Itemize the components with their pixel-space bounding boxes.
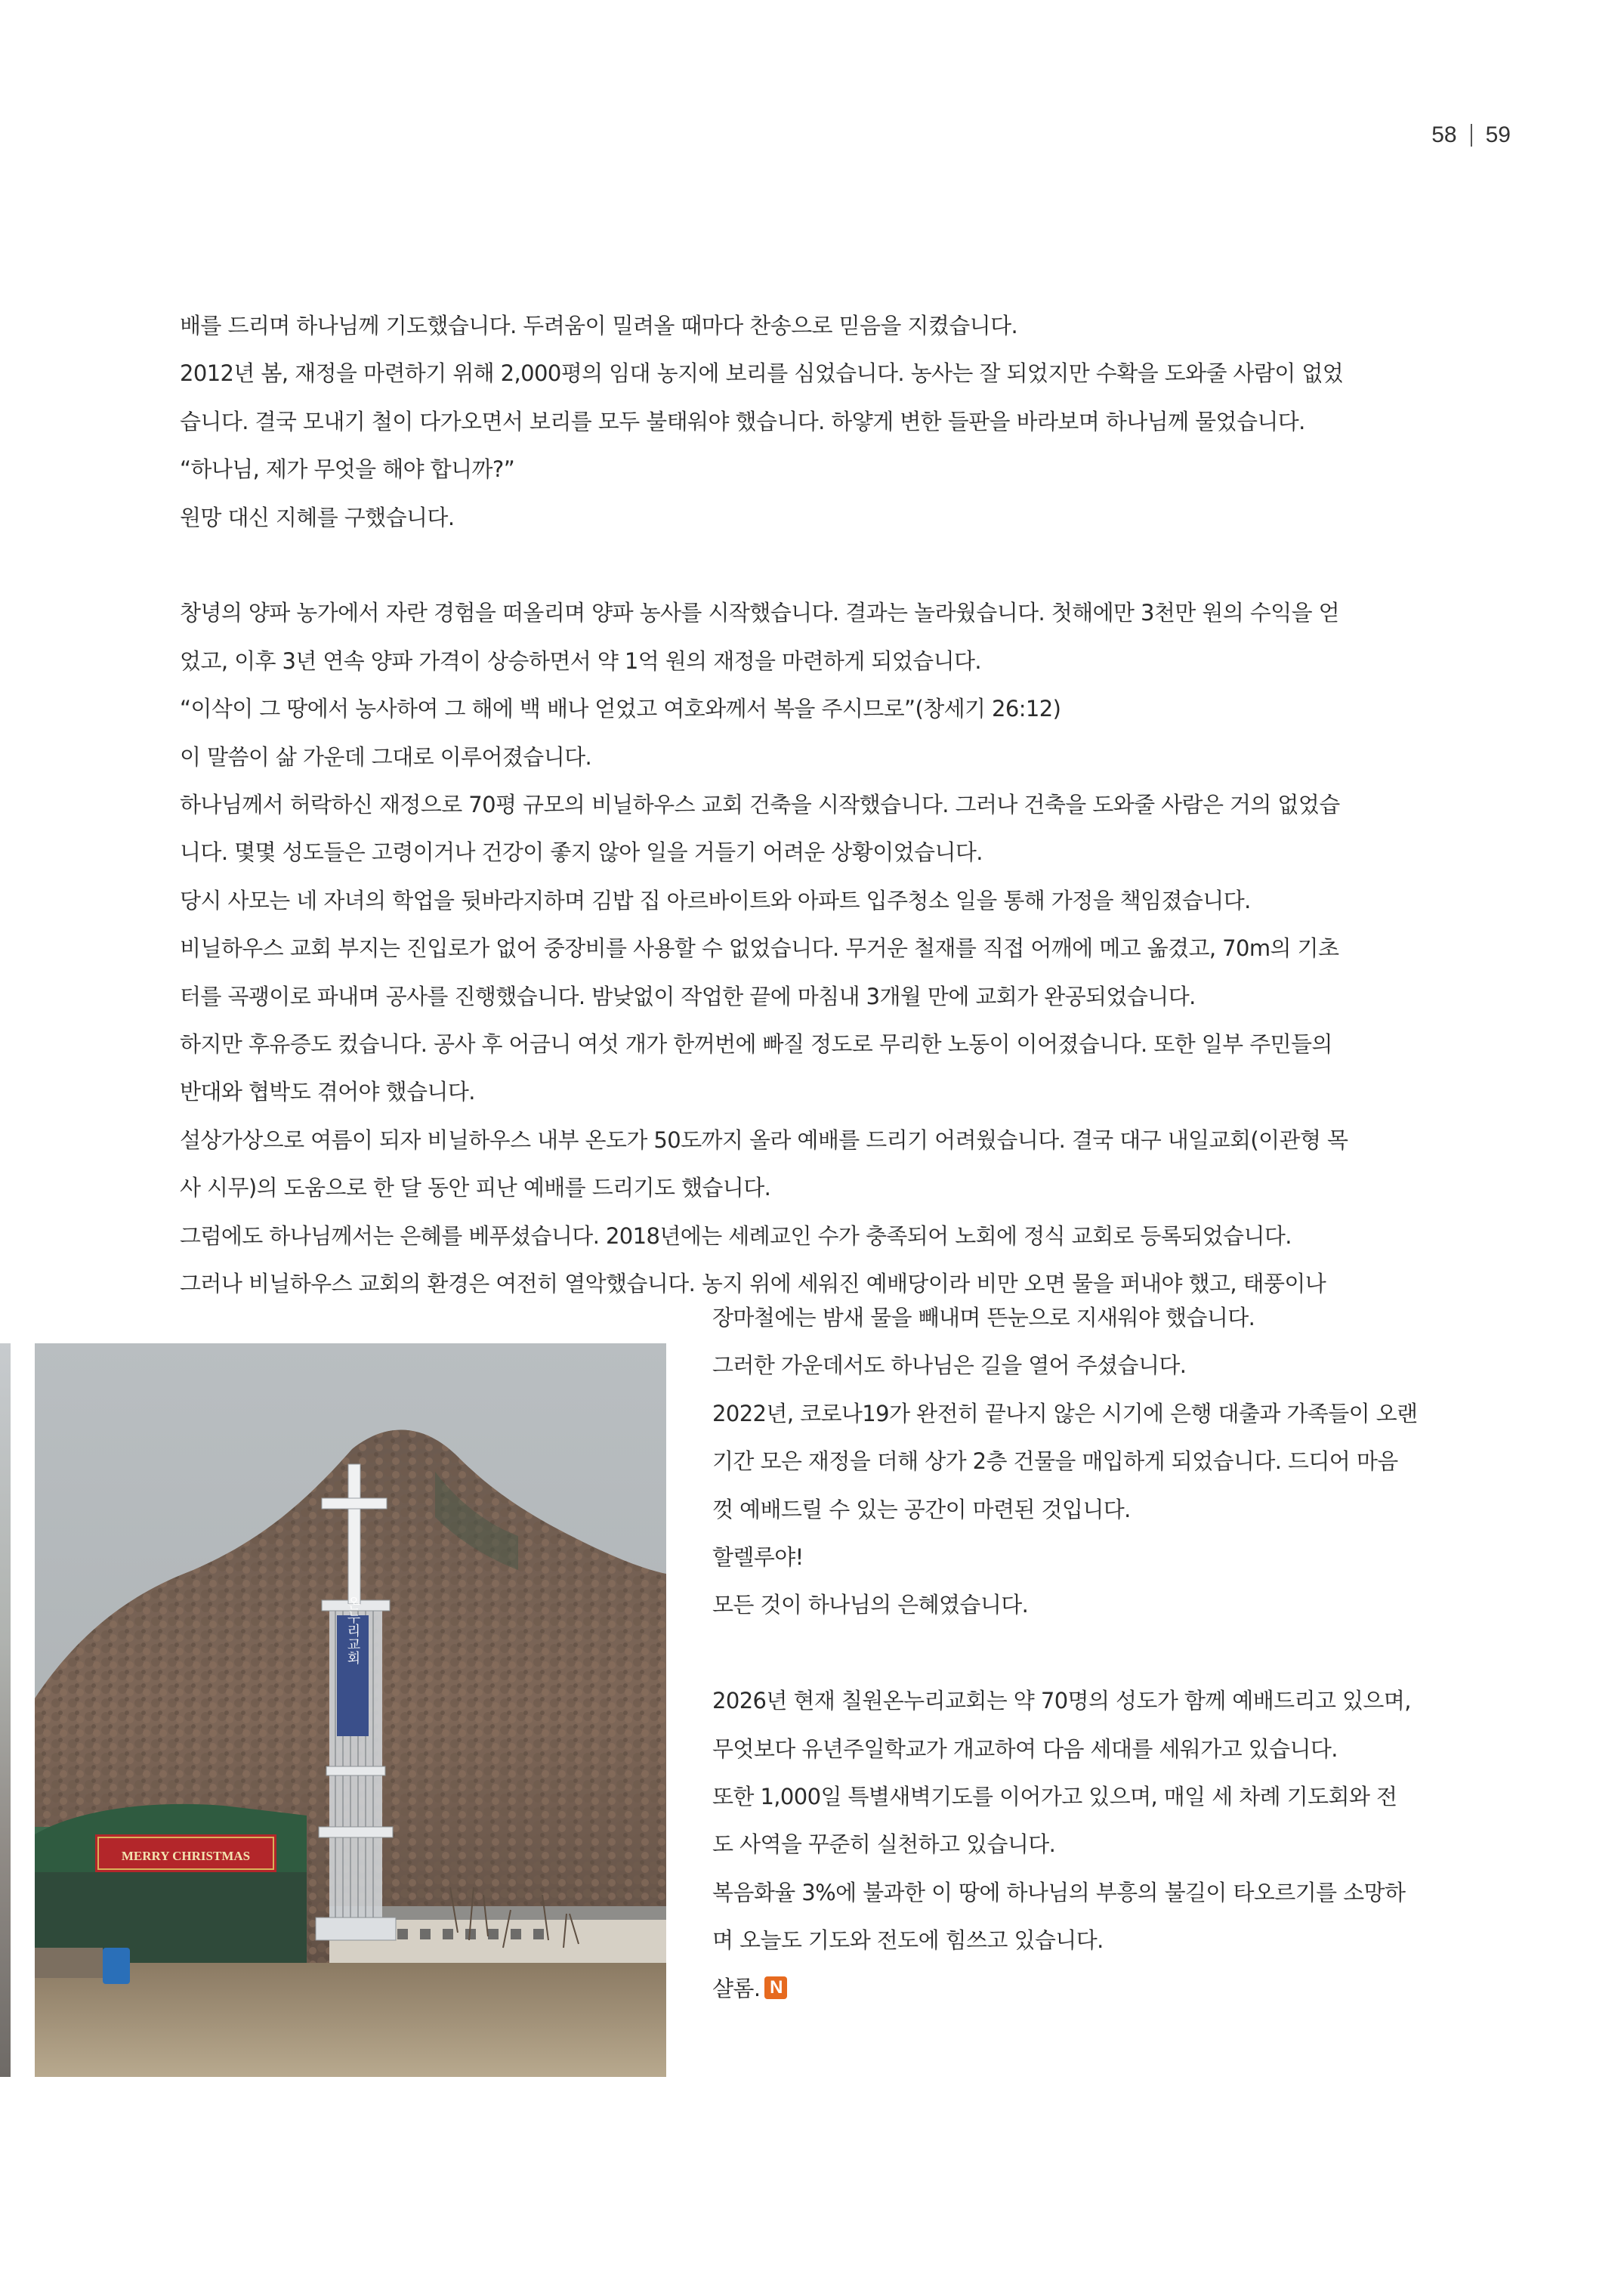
body-line: 습니다. 결국 모내기 철이 다가오면서 보리를 모두 불태워야 했습니다. 하얗게 변한 들판을 바라보며 하나님께 물었습니다. bbox=[180, 408, 1305, 434]
body-line: 사 시무)의 도움으로 한 달 동안 피난 예배를 드리기도 했습니다. bbox=[180, 1175, 771, 1201]
body-line: 2026년 현재 칠원온누리교회는 약 70명의 성도가 함께 예배드리고 있으며, bbox=[712, 1688, 1411, 1714]
body-line: 하나님께서 허락하신 재정으로 70평 규모의 비닐하우스 교회 건축을 시작했습니다. 그러나 건축을 도와줄 사람은 거의 없었습 bbox=[180, 792, 1340, 818]
adjacent-photo-edge bbox=[0, 1343, 11, 2077]
closing-text: 샬롬. bbox=[712, 1975, 761, 2001]
body-line: 니다. 몇몇 성도들은 고령이거나 건강이 좋지 않아 일을 거들기 어려운 상황이었습니다. bbox=[180, 839, 983, 866]
right-page-number: 59 bbox=[1485, 122, 1511, 147]
body-line: 설상가상으로 여름이 되자 비닐하우스 내부 온도가 50도까지 올라 예배를 드리기 어려웠습니다. 결국 대구 내일교회(이관형 목 bbox=[180, 1126, 1348, 1153]
body-line: “이삭이 그 땅에서 농사하여 그 해에 백 배나 얻었고 여호와께서 복을 주시므로”(창세기 26:12) bbox=[180, 696, 1061, 722]
body-line: 원망 대신 지혜를 구했습니다. bbox=[180, 504, 455, 530]
body-line: 2012년 봄, 재정을 마련하기 위해 2,000평의 임대 농지에 보리를 심었습니다. 농사는 잘 되었지만 수확을 도와줄 사람이 없었 bbox=[180, 360, 1344, 387]
church-photo bbox=[35, 1343, 666, 2077]
right-column-text bbox=[712, 1294, 1514, 2013]
body-line: 창녕의 양파 농가에서 자란 경험을 떠올리며 양파 농사를 시작했습니다. 결과는 놀라웠습니다. 첫해에만 3천만 원의 수익을 얻 bbox=[180, 600, 1340, 626]
paragraph-gap bbox=[180, 542, 1509, 589]
body-line: 할렐루야! bbox=[712, 1544, 804, 1571]
body-line: 하지만 후유증도 컸습니다. 공사 후 어금니 여섯 개가 한꺼번에 빠질 정도로 무리한 노동이 이어졌습니다. 또한 일부 주민들의 bbox=[180, 1031, 1332, 1058]
body-line: 며 오늘도 기도와 전도에 힘쓰고 있습니다. bbox=[712, 1927, 1104, 1954]
body-line: 2022년, 코로나19가 완전히 끝나지 않은 시기에 은행 대출과 가족들이 오랜 bbox=[712, 1400, 1418, 1426]
body-line: 복음화율 3%에 불과한 이 땅에 하나님의 부흥의 불길이 타오르기를 소망하 bbox=[712, 1879, 1406, 1905]
body-line: 무엇보다 유년주일학교가 개교하여 다음 세대를 세워가고 있습니다. bbox=[712, 1735, 1338, 1762]
end-mark-icon: N bbox=[764, 1976, 787, 1999]
church-photo-illustration bbox=[35, 1343, 666, 2077]
body-line: 또한 1,000일 특별새벽기도를 이어가고 있으며, 매일 세 차례 기도회와 전 bbox=[712, 1784, 1397, 1810]
body-line: 장마철에는 밤새 물을 빼내며 뜬눈으로 지새워야 했습니다. bbox=[712, 1305, 1255, 1330]
body-line: “하나님, 제가 무엇을 해야 합니까?” bbox=[180, 456, 515, 483]
left-page-number: 58 bbox=[1431, 122, 1457, 147]
article-body bbox=[180, 302, 1509, 1309]
closing-line bbox=[712, 1965, 1514, 2013]
banner-text: MERRY CHRISTMAS bbox=[121, 1849, 251, 1863]
page-numbers bbox=[1431, 122, 1511, 148]
body-line: 그럼에도 하나님께서는 은혜를 베푸셨습니다. 2018년에는 세례교인 수가 충족되어 노회에 정식 교회로 등록되었습니다. bbox=[180, 1222, 1292, 1249]
body-line: 모든 것이 하나님의 은혜였습니다. bbox=[712, 1592, 1029, 1618]
body-line: 그러나 비닐하우스 교회의 환경은 여전히 열악했습니다. 농지 위에 세워진 예배당이라 비만 오면 물을 퍼내야 했고, 태풍이나 bbox=[180, 1271, 1326, 1297]
body-line: 기간 모은 재정을 더해 상가 2층 건물을 매입하게 되었습니다. 드디어 마음 bbox=[712, 1448, 1398, 1475]
paragraph-gap bbox=[712, 1630, 1514, 1677]
body-line: 껏 예배드릴 수 있는 공간이 마련된 것입니다. bbox=[712, 1496, 1131, 1522]
page-number-divider bbox=[1471, 124, 1472, 147]
body-line: 반대와 협박도 겪어야 했습니다. bbox=[180, 1079, 475, 1105]
body-line: 이 말씀이 삶 가운데 그대로 이루어졌습니다. bbox=[180, 743, 592, 770]
body-line: 비닐하우스 교회 부지는 진입로가 없어 중장비를 사용할 수 없었습니다. 무거운 철재를 직접 어깨에 메고 옮겼고, 70m의 기초 bbox=[180, 935, 1339, 962]
body-line: 배를 드리며 하나님께 기도했습니다. 두려움이 밀려올 때마다 찬송으로 믿음을 지켰습니다. bbox=[180, 313, 1018, 338]
body-line: 었고, 이후 3년 연속 양파 가격이 상승하면서 약 1억 원의 재정을 마련하게 되었습니다. bbox=[180, 647, 982, 674]
body-line: 당시 사모는 네 자녀의 학업을 뒷바라지하며 김밥 집 아르바이트와 아파트 입주청소 일을 통해 가정을 책임졌습니다. bbox=[180, 887, 1251, 913]
tower-sign-text: 온누리교회 bbox=[344, 1596, 361, 1664]
body-line: 도 사역을 꾸준히 실천하고 있습니다. bbox=[712, 1831, 1056, 1858]
body-line: 그러한 가운데서도 하나님은 길을 열어 주셨습니다. bbox=[712, 1352, 1187, 1379]
body-line: 터를 곡괭이로 파내며 공사를 진행했습니다. 밤낮없이 작업한 끝에 마침내 3개월 만에 교회가 완공되었습니다. bbox=[180, 983, 1196, 1009]
